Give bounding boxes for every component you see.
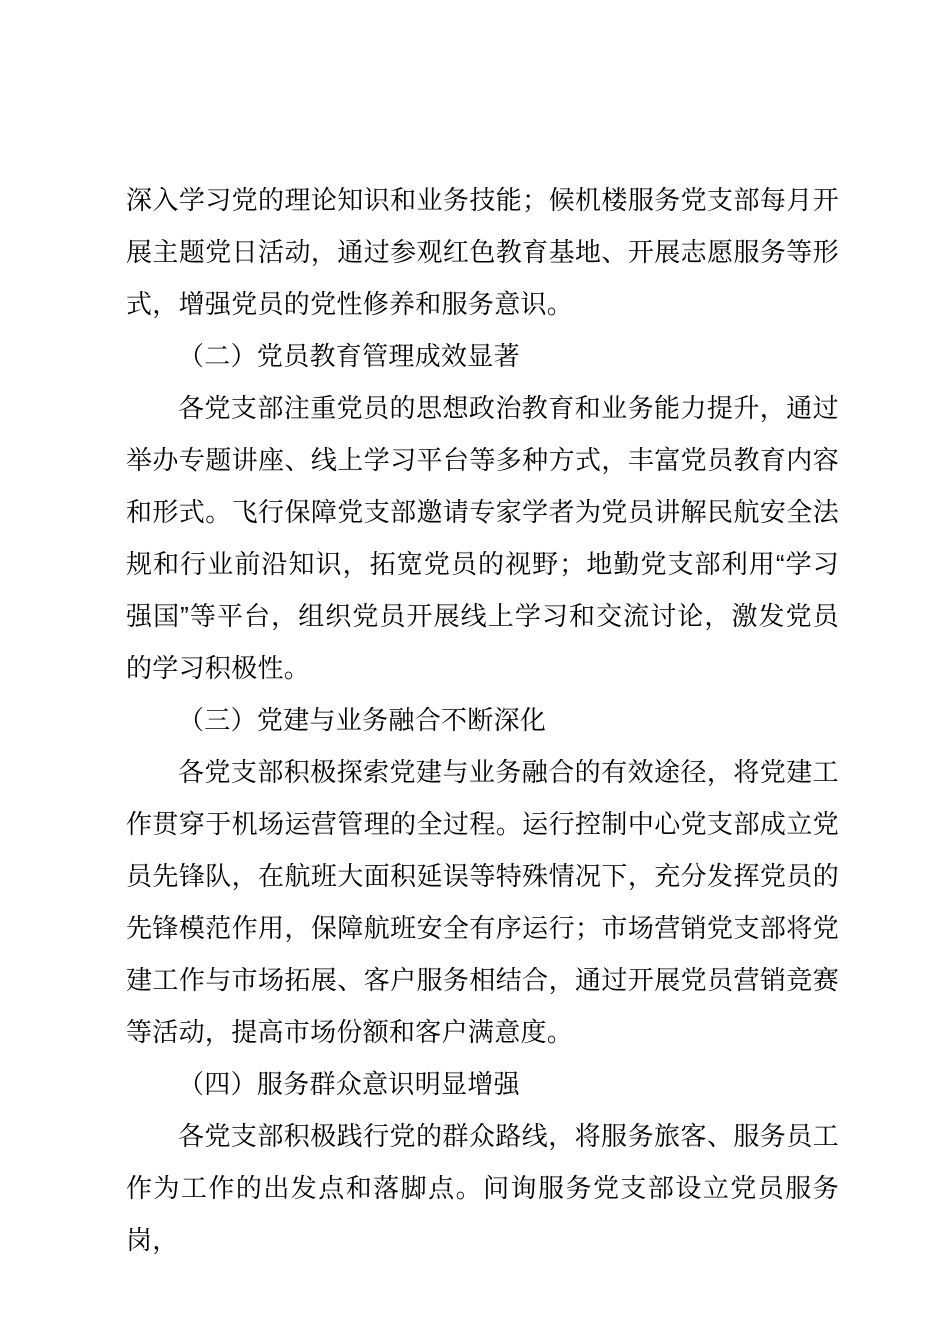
section-heading: （三）党建与业务融合不断深化	[178, 705, 547, 735]
section-heading: （二）党员教育管理成效显著	[178, 341, 520, 371]
document-text-block	[126, 174, 839, 1266]
body-paragraph: 各党支部积极探索党建与业务融合的有效途径，将党建工作贯穿于机场运营管理的全过程。运行控制中心党支部成立党员先锋队，在航班大面积延误等特殊情况下，充分发挥党员的先锋模范作用，保障航班安全有序运行；市场营销党支部将党建工作与市场拓展、客户服务相结合，通过开展党员营销竞赛等活动，提高市场份额和客户满意度。	[126, 757, 839, 1047]
body-paragraph: 各党支部注重党员的思想政治教育和业务能力提升，通过举办专题讲座、线上学习平台等多种方式，丰富党员教育内容和形式。飞行保障党支部邀请专家学者为党员讲解民航安全法规和行业前沿知识，拓宽党员的视野；地勤党支部利用“学习强国”等平台，组织党员开展线上学习和交流讨论，激发党员的学习积极性。	[126, 393, 839, 683]
section-heading: （四）服务群众意识明显增强	[178, 1069, 520, 1099]
body-paragraph: 深入学习党的理论知识和业务技能；候机楼服务党支部每月开展主题党日活动，通过参观红色教育基地、开展志愿服务等形式，增强党员的党性修养和服务意识。	[126, 185, 839, 319]
body-paragraph: 各党支部积极践行党的群众路线，将服务旅客、服务员工作为工作的出发点和落脚点。问询服务党支部设立党员服务岗，	[126, 1121, 839, 1255]
